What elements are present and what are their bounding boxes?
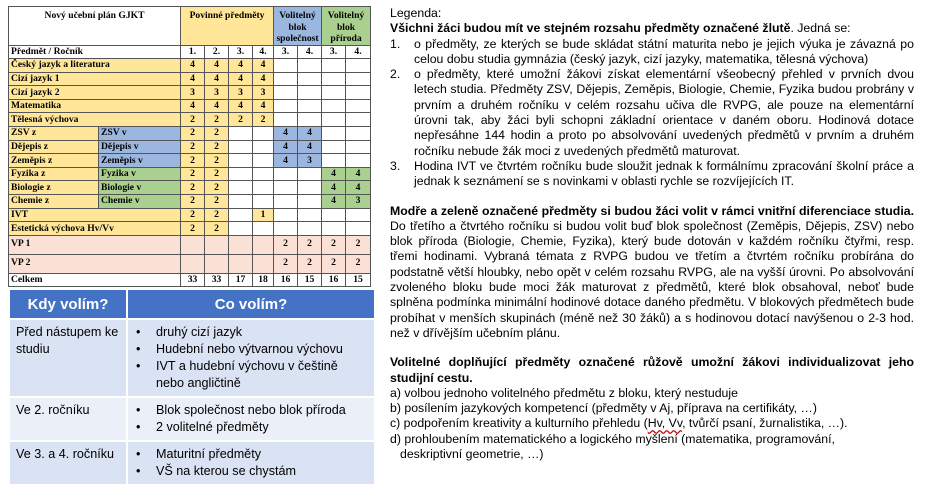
hours-cell: 4	[322, 195, 346, 209]
schedule-what-list	[134, 402, 368, 436]
hours-cell: 2	[298, 254, 322, 273]
legend-item	[390, 159, 914, 190]
hours-cell: 17	[229, 273, 253, 287]
hours-cell	[253, 222, 274, 236]
hours-cell	[229, 154, 253, 168]
hours-cell	[298, 167, 322, 181]
legend-option: c) podpořením kreativity a kulturního přehledu (Hv, Vv, tvůrčí psaní, žurnalistika, …).	[390, 416, 848, 431]
hours-cell: 2	[274, 254, 298, 273]
hours-cell	[298, 59, 322, 73]
hours-cell: 4	[205, 99, 229, 113]
legend-item-text: o předměty, které umožní žákovi získat elementární všeobecný přehled v prvních dvou letech studia. Předměty ZSV, Dějepis, Zeměpis, Biologie, Chemie, Fyzika budou probrány v prvním a druhém ročníku v celém rozsahu učiva dle RVPG, ale pouze na elementární úrovni tak, aby žáci byli schopni základní orientace v daném oboru. Hodinová dotace nepřesáhne 144 hodin a proto po absolvování uvedených předmětů v prvním a druhém ročníku nebude žák moci z uvedených předmětů maturovat.	[414, 67, 914, 158]
hours-cell: 4	[298, 140, 322, 154]
plan-row	[9, 140, 371, 154]
subject-label: Fyzika z	[9, 167, 99, 181]
hours-cell: 2	[274, 235, 298, 254]
subject-label: VP 2	[9, 254, 181, 273]
plan-row	[9, 195, 371, 209]
hours-cell	[229, 208, 253, 222]
hours-cell	[346, 127, 371, 141]
grade-cell: 4.	[298, 45, 322, 59]
study-plan-table	[8, 6, 371, 287]
hours-cell	[253, 167, 274, 181]
hours-cell: 2	[181, 181, 205, 195]
col-povinne-predmety: Povinné předměty	[181, 7, 274, 46]
hours-cell	[298, 113, 322, 127]
schedule-what-item: • Blok společnost nebo blok příroda	[134, 402, 368, 419]
legend-item-number: 2.	[390, 67, 401, 82]
subject-label: Český jazyk a literatura	[9, 59, 181, 73]
schedule-what-item: • Hudební nebo výtvarnou výchovu	[134, 341, 368, 358]
hours-cell	[322, 86, 346, 100]
hours-cell: 2	[181, 167, 205, 181]
hours-cell	[253, 181, 274, 195]
hours-cell	[322, 140, 346, 154]
hours-cell: 2	[205, 127, 229, 141]
hours-cell: 4	[181, 99, 205, 113]
hours-cell	[253, 235, 274, 254]
study-plan-body	[9, 7, 371, 287]
subject-label: Cizí jazyk 1	[9, 72, 181, 86]
plan-row	[9, 154, 371, 168]
hours-cell	[322, 99, 346, 113]
hours-cell: 3	[205, 86, 229, 100]
hours-cell: 2	[205, 181, 229, 195]
hours-cell: 2	[346, 254, 371, 273]
schedule-what-item: • druhý cizí jazyk	[134, 324, 368, 341]
schedule-row	[9, 441, 375, 485]
hours-cell	[253, 127, 274, 141]
col-kdy-volim: Kdy volím?	[9, 289, 127, 319]
blue-green-paragraph	[390, 204, 914, 342]
subject-label: ZSV z	[9, 127, 99, 141]
hours-cell: 2	[205, 140, 229, 154]
plan-row	[9, 72, 371, 86]
hours-cell	[274, 99, 298, 113]
subject-sub-label: Chemie v	[99, 195, 181, 209]
hours-cell	[229, 167, 253, 181]
schedule-row	[9, 319, 375, 397]
subject-label: Dějepis z	[9, 140, 99, 154]
hours-cell: 4	[274, 154, 298, 168]
hours-cell: 2	[346, 235, 371, 254]
hours-cell: 2	[205, 113, 229, 127]
hours-cell: 2	[205, 208, 229, 222]
hours-cell: 2	[298, 235, 322, 254]
hours-cell	[274, 72, 298, 86]
hours-cell	[346, 113, 371, 127]
subject-label: Celkem	[9, 273, 181, 287]
hours-cell: 2	[322, 254, 346, 273]
hours-cell: 16	[322, 273, 346, 287]
legend-panel	[390, 6, 914, 462]
grade-cell: 2.	[205, 45, 229, 59]
legend-option: d) prohloubením matematického a logického myšlení (matematika, programování,	[390, 431, 835, 446]
hours-cell: 2	[181, 222, 205, 236]
plan-row	[9, 181, 371, 195]
hours-cell: 16	[274, 273, 298, 287]
hours-cell: 2	[322, 235, 346, 254]
legend-item-text: o předměty, ze kterých se bude skládat státní maturita nebo je jejich výuka je závazná po celou dobu studia gymnázia (český jazyk, cizí jazyky, matematika, tělesná výchova)	[414, 36, 914, 66]
hours-cell: 2	[253, 113, 274, 127]
hours-cell: 4	[346, 181, 371, 195]
hours-cell	[298, 86, 322, 100]
schedule-row	[9, 397, 375, 441]
hours-cell	[274, 208, 298, 222]
legend-intro-rest: . Jedná se:	[790, 21, 851, 36]
subject-label: Cizí jazyk 2	[9, 86, 181, 100]
hours-cell: 2	[181, 195, 205, 209]
hours-cell	[322, 72, 346, 86]
hours-cell	[181, 235, 205, 254]
legend-option: a) volbou jednoho volitelného předmětu z bloku, který nestuduje	[390, 385, 738, 400]
schedule-what-item: • VŠ na kterou se chystám	[134, 463, 368, 480]
hours-cell: 4	[346, 167, 371, 181]
legend-intro	[390, 21, 914, 36]
grade-cell: 4.	[253, 45, 274, 59]
plan-row	[9, 222, 371, 236]
legend-heading: Legenda:	[390, 6, 442, 20]
hours-cell: 33	[181, 273, 205, 287]
hours-cell: 4	[229, 59, 253, 73]
grade-cell: 3.	[322, 45, 346, 59]
hours-cell: 33	[205, 273, 229, 287]
schedule-header-row	[9, 289, 375, 319]
grade-cell: 3.	[229, 45, 253, 59]
hours-cell: 2	[229, 113, 253, 127]
hours-cell: 2	[181, 154, 205, 168]
subject-sub-label: Dějepis v	[99, 140, 181, 154]
schedule-when: Ve 3. a 4. ročníku	[9, 441, 127, 485]
subject-sub-label: Biologie v	[99, 181, 181, 195]
hours-cell	[229, 140, 253, 154]
grade-cell: 3.	[274, 45, 298, 59]
col-co-volim: Co volím?	[127, 289, 375, 319]
hours-cell	[274, 195, 298, 209]
schedule-what-item: • IVT a hudební výchovu v češtině nebo angličtině	[134, 358, 368, 392]
hours-cell: 3	[229, 86, 253, 100]
hours-cell	[298, 181, 322, 195]
plan-row	[9, 254, 371, 273]
schedule-what-item: • Maturitní předměty	[134, 446, 368, 463]
plan-row	[9, 235, 371, 254]
subject-label: IVT	[9, 208, 181, 222]
hours-cell: 2	[181, 127, 205, 141]
hours-cell	[298, 222, 322, 236]
plan-row	[9, 113, 371, 127]
legend-item-text: Hodina IVT ve čtvrtém ročníku bude sloužit jednak k formálnímu zpracování školní práce a jednak k seznámení se s novinkami v oblasti rychle se rozvíjejících IT.	[414, 158, 914, 189]
pink-bold: Volitelné doplňující předměty označené růžově umožní žákovi individualizovat jeho studijní cestu.	[390, 355, 914, 385]
plan-row	[9, 208, 371, 222]
hours-cell	[274, 59, 298, 73]
hours-cell: 4	[181, 59, 205, 73]
hours-cell: 1	[253, 208, 274, 222]
spellcheck-underline: Hv, Vv	[647, 416, 683, 431]
plan-row	[9, 86, 371, 100]
hours-cell	[322, 222, 346, 236]
col-blok-spolecnost: Volitelný blok společnost	[274, 7, 322, 46]
legend-item	[390, 37, 914, 68]
hours-cell: 2	[205, 154, 229, 168]
hours-cell: 4	[229, 99, 253, 113]
hours-cell	[346, 86, 371, 100]
hours-cell: 4	[253, 72, 274, 86]
schedule-what	[127, 319, 375, 397]
plan-row-header-label: Předmět / Ročník	[9, 45, 181, 59]
hours-cell	[322, 208, 346, 222]
subject-label: Zeměpis z	[9, 154, 99, 168]
hours-cell: 4	[322, 167, 346, 181]
schedule-what	[127, 441, 375, 485]
hours-cell	[322, 127, 346, 141]
hours-cell	[298, 72, 322, 86]
legend-item-number: 1.	[390, 36, 401, 51]
hours-cell: 2	[181, 113, 205, 127]
subject-sub-label: Fyzika v	[99, 167, 181, 181]
legend-intro-bold: Všichni žáci budou mít ve stejném rozsahu předměty označené žlutě	[390, 21, 791, 36]
hours-cell	[274, 222, 298, 236]
hours-cell: 3	[346, 195, 371, 209]
hours-cell: 4	[205, 59, 229, 73]
selection-schedule-table	[8, 288, 376, 486]
hours-cell	[253, 154, 274, 168]
hours-cell	[181, 254, 205, 273]
plan-grades-row	[9, 45, 371, 59]
hours-cell	[253, 140, 274, 154]
pink-heading	[390, 355, 914, 386]
hours-cell	[229, 181, 253, 195]
hours-cell	[205, 254, 229, 273]
hours-cell: 4	[229, 72, 253, 86]
hours-cell	[346, 99, 371, 113]
hours-cell: 4	[274, 140, 298, 154]
plan-row	[9, 167, 371, 181]
plan-row	[9, 273, 371, 287]
subject-label: Estetická výchova Hv/Vv	[9, 222, 181, 236]
col-blok-priroda: Volitelný blok příroda	[322, 7, 371, 46]
hours-cell: 4	[253, 59, 274, 73]
hours-cell: 18	[253, 273, 274, 287]
hours-cell	[346, 208, 371, 222]
legend-option: deskriptivní geometrie, …)	[400, 447, 544, 462]
hours-cell: 4	[322, 181, 346, 195]
selection-schedule-body	[9, 289, 375, 485]
hours-cell: 4	[298, 127, 322, 141]
hours-cell	[346, 59, 371, 73]
hours-cell	[229, 195, 253, 209]
schedule-what-list	[134, 324, 368, 392]
hours-cell	[298, 195, 322, 209]
schedule-when: Před nástupem ke studiu	[9, 319, 127, 397]
hours-cell: 2	[181, 140, 205, 154]
subject-sub-label: Zeměpis v	[99, 154, 181, 168]
plan-row	[9, 127, 371, 141]
hours-cell: 15	[346, 273, 371, 287]
hours-cell: 2	[205, 195, 229, 209]
legend-item-number: 3.	[390, 158, 401, 173]
schedule-what-item: • 2 volitelné předměty	[134, 419, 368, 436]
legend-option: b) posílením jazykových kompetencí (předměty v Aj, příprava na certifikáty, …)	[390, 401, 817, 416]
hours-cell: 4	[181, 72, 205, 86]
hours-cell	[322, 154, 346, 168]
blue-green-bold: Modře a zeleně označené předměty si budou žáci volit v rámci vnitřní diferenciace studia.	[390, 203, 914, 218]
blue-green-text: Do třetího a čtvrtého ročníku si budou volit buď blok společnost (Zeměpis, Dějepis, ZSV) nebo blok příroda (Biologie, Chemie, Fyzika), který bude dotován v každém ročníku čtyřmi, resp. třemi hodinami. Vybraná témata z RVPG budou ve třetím a čtvrtém ročníku probírána do podstatně větší hloubky, nebo opět v celém rozsahu RVPG, ale na vyšší úrovni. Po absolvování zvoleného bloku bude moci žák maturovat z předmětů, které blok obsahoval, neboť bude splněna podmínka minimální hodinové dotace daného předmětu. V blokových předmětech bude probíhat v menších skupinách (méně než 30 žáků) a s hodinovou dotací navýšenou o 2-3 hod. než v dřívějším učebním plánu.	[390, 218, 914, 340]
legend-item	[390, 67, 914, 159]
grade-cell: 1.	[181, 45, 205, 59]
hours-cell	[274, 181, 298, 195]
hours-cell: 2	[205, 167, 229, 181]
subject-label: VP 1	[9, 235, 181, 254]
subject-label: Chemie z	[9, 195, 99, 209]
hours-cell	[229, 235, 253, 254]
hours-cell: 3	[253, 86, 274, 100]
grade-cell: 4.	[346, 45, 371, 59]
hours-cell	[253, 254, 274, 273]
hours-cell	[274, 86, 298, 100]
hours-cell: 2	[181, 208, 205, 222]
plan-title: Nový učební plán GJKT	[9, 7, 181, 46]
plan-row	[9, 59, 371, 73]
subject-label: Tělesná výchova	[9, 113, 181, 127]
hours-cell	[346, 140, 371, 154]
subject-label: Biologie z	[9, 181, 99, 195]
legend-numbered-list	[390, 37, 914, 190]
hours-cell	[253, 195, 274, 209]
hours-cell: 4	[205, 72, 229, 86]
hours-cell	[229, 222, 253, 236]
hours-cell	[229, 254, 253, 273]
schedule-when: Ve 2. ročníku	[9, 397, 127, 441]
hours-cell	[205, 235, 229, 254]
hours-cell: 3	[181, 86, 205, 100]
plan-row	[9, 99, 371, 113]
hours-cell	[274, 113, 298, 127]
hours-cell: 15	[298, 273, 322, 287]
hours-cell: 4	[253, 99, 274, 113]
plan-header-row	[9, 7, 371, 46]
hours-cell: 4	[274, 127, 298, 141]
schedule-what	[127, 397, 375, 441]
subject-label: Matematika	[9, 99, 181, 113]
hours-cell: 2	[205, 222, 229, 236]
hours-cell	[346, 222, 371, 236]
hours-cell	[298, 99, 322, 113]
subject-sub-label: ZSV v	[99, 127, 181, 141]
hours-cell: 3	[298, 154, 322, 168]
legend-options-list	[390, 386, 914, 462]
hours-cell	[229, 127, 253, 141]
hours-cell	[346, 72, 371, 86]
hours-cell	[322, 59, 346, 73]
hours-cell	[346, 154, 371, 168]
schedule-what-list	[134, 446, 368, 480]
hours-cell	[298, 208, 322, 222]
hours-cell	[274, 167, 298, 181]
hours-cell	[322, 113, 346, 127]
